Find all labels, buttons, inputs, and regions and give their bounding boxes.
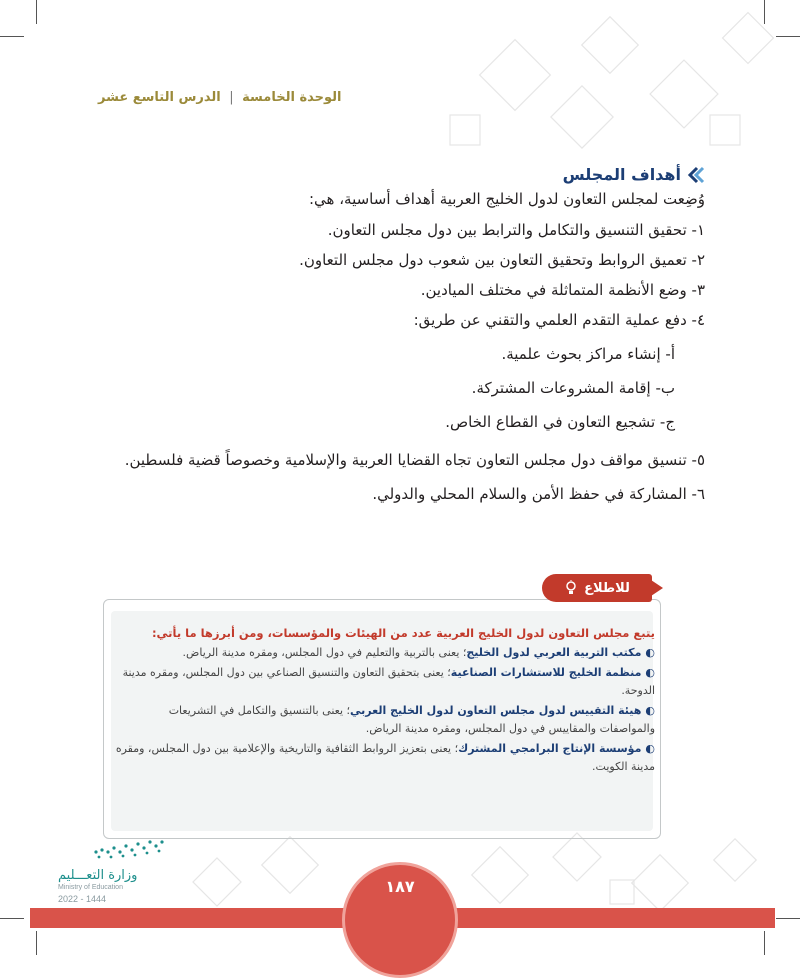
goal-item: ٦- المشاركة في حفظ الأمن والسلام المحلي والدولي. xyxy=(372,485,705,503)
edition-year: 2022 - 1444 xyxy=(58,894,107,904)
info-lead: يتبع مجلس التعاون لدول الخليج العربية عدد من الهيئات والمؤسسات، ومن أبرزها ما يأتي: xyxy=(151,626,655,640)
crop-mark xyxy=(0,36,24,37)
subgoal-item: ب- إقامة المشروعات المشتركة. xyxy=(471,379,675,397)
crop-mark xyxy=(36,0,37,24)
bullet-icon: ◐ xyxy=(645,742,655,755)
info-item xyxy=(115,702,655,738)
subgoal-item: ج- تشجيع التعاون في القطاع الخاص. xyxy=(445,413,675,431)
bullet-icon: ◐ xyxy=(645,646,655,659)
decorative-pattern-top xyxy=(380,0,800,170)
ministry-name-en: Ministry of Education xyxy=(58,884,123,891)
lesson-header xyxy=(98,90,342,105)
crop-mark xyxy=(764,931,765,955)
crop-mark xyxy=(0,918,24,919)
info-item xyxy=(115,740,655,776)
ministry-logo-icon xyxy=(88,838,168,860)
bullet-icon: ◐ xyxy=(645,704,655,717)
crop-mark xyxy=(776,918,800,919)
info-item-name: مؤسسة الإنتاج البرامجي المشترك xyxy=(458,742,642,755)
double-chevron-icon xyxy=(687,166,705,184)
section-intro: وُضِعت لمجلس التعاون لدول الخليج العربية أهداف أساسية، هي: xyxy=(308,190,705,208)
info-content xyxy=(115,624,655,778)
section-heading xyxy=(105,165,705,184)
info-item-desc: ؛ يعنى بتعزيز الروابط الثقافية والتاريخية والإعلامية بين دول المجلس، ومقره مدينة الكويت. xyxy=(115,742,655,773)
bullet-icon: ◐ xyxy=(645,666,655,679)
goal-item: ٥- تنسيق مواقف دول مجلس التعاون تجاه القضايا العربية والإسلامية وخصوصاً قضية فلسطين. xyxy=(124,451,705,469)
info-tab xyxy=(542,574,652,602)
page-number: ١٨٧ xyxy=(385,877,415,896)
info-item xyxy=(115,644,655,662)
lightbulb-icon xyxy=(564,580,578,596)
section-title: أهداف المجلس xyxy=(562,165,681,184)
ministry-name-ar: وزارة التعـــليم xyxy=(58,868,138,883)
info-item-desc: ؛ يعنى بالتنسيق والتكامل في التشريعات والمواصفات والمقاييس في دول المجلس، ومقره مدينة الرياض. xyxy=(168,704,655,735)
info-item-desc: ؛ يعنى بالتربية والتعليم في دول المجلس، ومقره مدينة الرياض. xyxy=(182,646,467,659)
unit-label: الوحدة الخامسة xyxy=(242,90,342,105)
info-item-desc: ؛ يعنى بتحقيق التعاون والتنسيق الصناعي بين دول المجلس، ومقره مدينة الدوحة. xyxy=(122,666,655,697)
goal-item: ٢- تعميق الروابط وتحقيق التعاون بين شعوب دول مجلس التعاون. xyxy=(299,251,705,269)
goal-item: ١- تحقيق التنسيق والتكامل والترابط بين دول مجلس التعاون. xyxy=(327,221,705,239)
tab-arrow-icon xyxy=(651,580,665,596)
goal-item: ٣- وضع الأنظمة المتماثلة في مختلف الميادين. xyxy=(420,281,705,299)
goal-item: ٤- دفع عملية التقدم العلمي والتقني عن طريق: xyxy=(413,311,705,329)
info-item-name: مكتب التربية العربي لدول الخليج xyxy=(466,646,642,659)
subgoal-item: أ- إنشاء مراكز بحوث علمية. xyxy=(501,345,675,363)
info-item xyxy=(115,664,655,700)
header-separator: | xyxy=(229,90,234,105)
info-tab-label: للاطلاع xyxy=(584,580,630,596)
main-content xyxy=(105,165,705,514)
lesson-label: الدرس التاسع عشر xyxy=(98,90,221,105)
info-item-name: هيئة التقييس لدول مجلس التعاون لدول الخليج العربي xyxy=(350,704,642,717)
info-item-name: منظمة الخليج للاستشارات الصناعية xyxy=(450,666,642,679)
crop-mark xyxy=(36,931,37,955)
